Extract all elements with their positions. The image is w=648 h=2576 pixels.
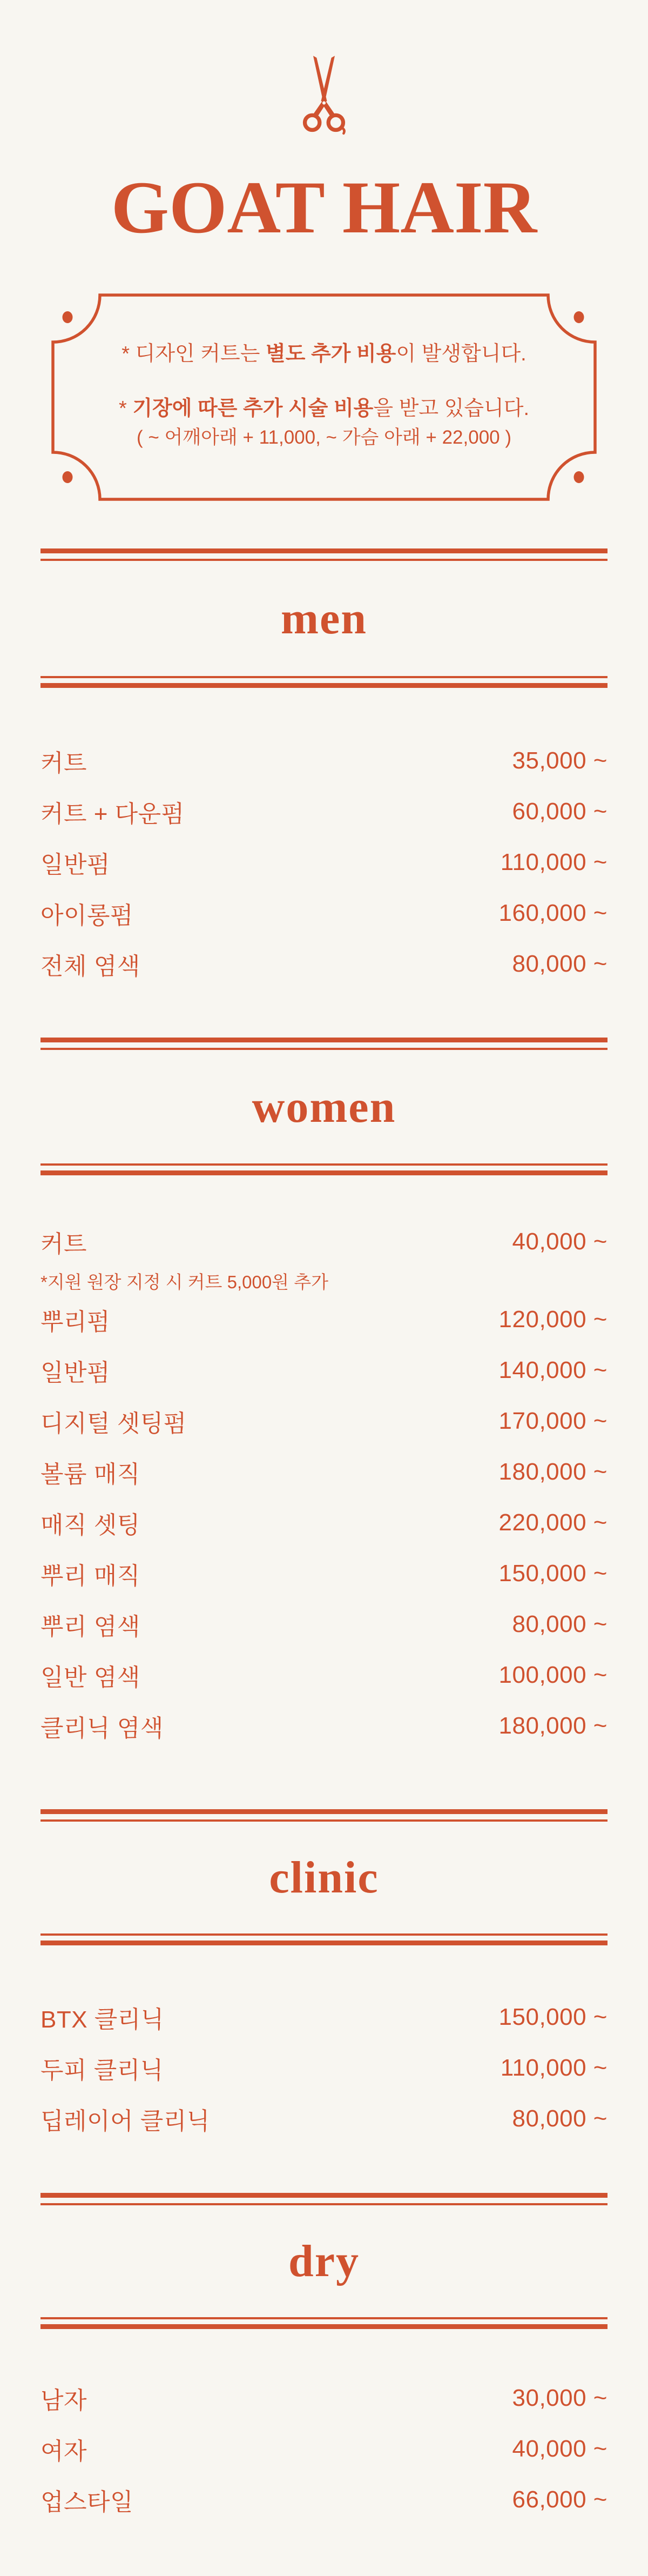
price-row	[40, 2424, 608, 2474]
price-value: 150,000 ~	[498, 2004, 608, 2030]
price-label: 아이롱펌	[40, 902, 134, 929]
price-value: 170,000 ~	[498, 1408, 608, 1434]
section-title-men: men	[281, 593, 367, 644]
double-rule-top	[40, 1038, 608, 1050]
price-label: 두피 클리닉	[40, 2057, 164, 2084]
price-label: 뿌리펌	[40, 1309, 111, 1335]
price-value: 220,000 ~	[498, 1509, 608, 1536]
price-value: 35,000 ~	[512, 747, 608, 774]
price-label: 업스타일	[40, 2489, 134, 2515]
price-label: 전체 염색	[40, 953, 140, 980]
price-label: 커트	[40, 1231, 87, 1257]
double-rule-bottom	[40, 1163, 608, 1175]
price-value: 80,000 ~	[512, 1611, 608, 1637]
price-list-men	[40, 688, 608, 989]
section-women	[40, 1038, 608, 1751]
double-rule-bottom	[40, 1933, 608, 1945]
price-row	[40, 837, 608, 888]
price-row	[40, 2373, 608, 2424]
price-value: 40,000 ~	[512, 1228, 608, 1255]
price-row	[40, 939, 608, 989]
price-row	[40, 888, 608, 939]
logo	[40, 56, 608, 139]
price-value: 140,000 ~	[498, 1357, 608, 1383]
price-note: *지원 원장 지정 시 커트 5,000원 추가	[40, 1272, 328, 1292]
section-men	[40, 548, 608, 989]
price-row	[40, 1447, 608, 1497]
price-label: 딥레이어 클리닉	[40, 2108, 210, 2135]
price-value: 160,000 ~	[498, 900, 608, 926]
price-row	[40, 735, 608, 786]
scissors-icon	[297, 56, 351, 139]
price-label: 볼륨 매직	[40, 1461, 140, 1488]
price-value: 100,000 ~	[498, 1662, 608, 1688]
price-value: 40,000 ~	[512, 2436, 608, 2462]
brand-title: GOAT HAIR	[111, 166, 537, 249]
notice-line-1: * 디자인 커트는 별도 추가 비용이 발생합니다.	[122, 343, 526, 365]
corner-dot-top-right	[574, 311, 584, 323]
section-dry	[40, 2193, 608, 2525]
price-label: BTX 클리닉	[40, 2006, 164, 2033]
price-value: 120,000 ~	[498, 1306, 608, 1333]
price-row	[40, 1548, 608, 1599]
double-rule-bottom	[40, 2317, 608, 2329]
price-label: 커트 + 다운펌	[40, 801, 185, 827]
section-title-dry: dry	[288, 2236, 360, 2286]
price-label: 매직 셋팅	[40, 1512, 140, 1538]
price-row	[40, 1216, 608, 1267]
section-title-women: women	[252, 1081, 396, 1132]
price-row	[40, 2093, 608, 2144]
price-row	[40, 1345, 608, 1396]
price-value: 80,000 ~	[512, 2105, 608, 2132]
price-value: 110,000 ~	[500, 2055, 608, 2081]
price-row	[40, 2043, 608, 2093]
price-label: 커트	[40, 750, 87, 777]
price-row	[40, 1599, 608, 1650]
price-label: 클리닉 염색	[40, 1715, 164, 1742]
price-label: 남자	[40, 2387, 87, 2414]
price-list-clinic	[40, 1945, 608, 2144]
price-label: 일반펌	[40, 852, 111, 878]
section-clinic	[40, 1809, 608, 2144]
price-label: 뿌리 염색	[40, 1614, 140, 1640]
notice-line-2: * 기장에 따른 추가 시술 비용을 받고 있습니다.	[118, 397, 530, 420]
price-value: 150,000 ~	[498, 1560, 608, 1587]
price-value: 60,000 ~	[512, 798, 608, 825]
price-label: 일반펌	[40, 1360, 111, 1386]
price-row	[40, 1396, 608, 1447]
price-row	[40, 1497, 608, 1548]
price-row	[40, 1294, 608, 1345]
menu-content	[40, 0, 608, 2525]
section-title-clinic: clinic	[269, 1852, 379, 1903]
price-value: 66,000 ~	[512, 2486, 608, 2513]
price-list-women	[40, 1175, 608, 1751]
notice-box	[51, 293, 597, 501]
price-row	[40, 786, 608, 837]
price-label: 일반 염색	[40, 1664, 140, 1691]
price-row	[40, 1650, 608, 1701]
price-label: 디지털 셋팅펌	[40, 1410, 187, 1437]
double-rule-top	[40, 2193, 608, 2205]
price-row	[40, 1701, 608, 1751]
price-row	[40, 1992, 608, 2043]
price-list-dry	[40, 2329, 608, 2525]
price-value: 30,000 ~	[512, 2385, 608, 2411]
notice-line-3: ( ~ 어깨아래 + 11,000, ~ 가슴 아래 + 22,000 )	[136, 427, 512, 448]
double-rule-top	[40, 548, 608, 561]
corner-dot-bottom-left	[63, 471, 73, 483]
price-label: 뿌리 매직	[40, 1563, 140, 1589]
double-rule-top	[40, 1809, 608, 1822]
corner-dot-top-left	[63, 311, 73, 323]
price-value: 180,000 ~	[498, 1458, 608, 1485]
price-value: 180,000 ~	[498, 1712, 608, 1739]
price-row	[40, 2474, 608, 2525]
corner-dot-bottom-right	[574, 471, 584, 483]
price-value: 80,000 ~	[512, 951, 608, 977]
double-rule-bottom	[40, 676, 608, 688]
price-value: 110,000 ~	[500, 849, 608, 875]
price-label: 여자	[40, 2438, 87, 2465]
